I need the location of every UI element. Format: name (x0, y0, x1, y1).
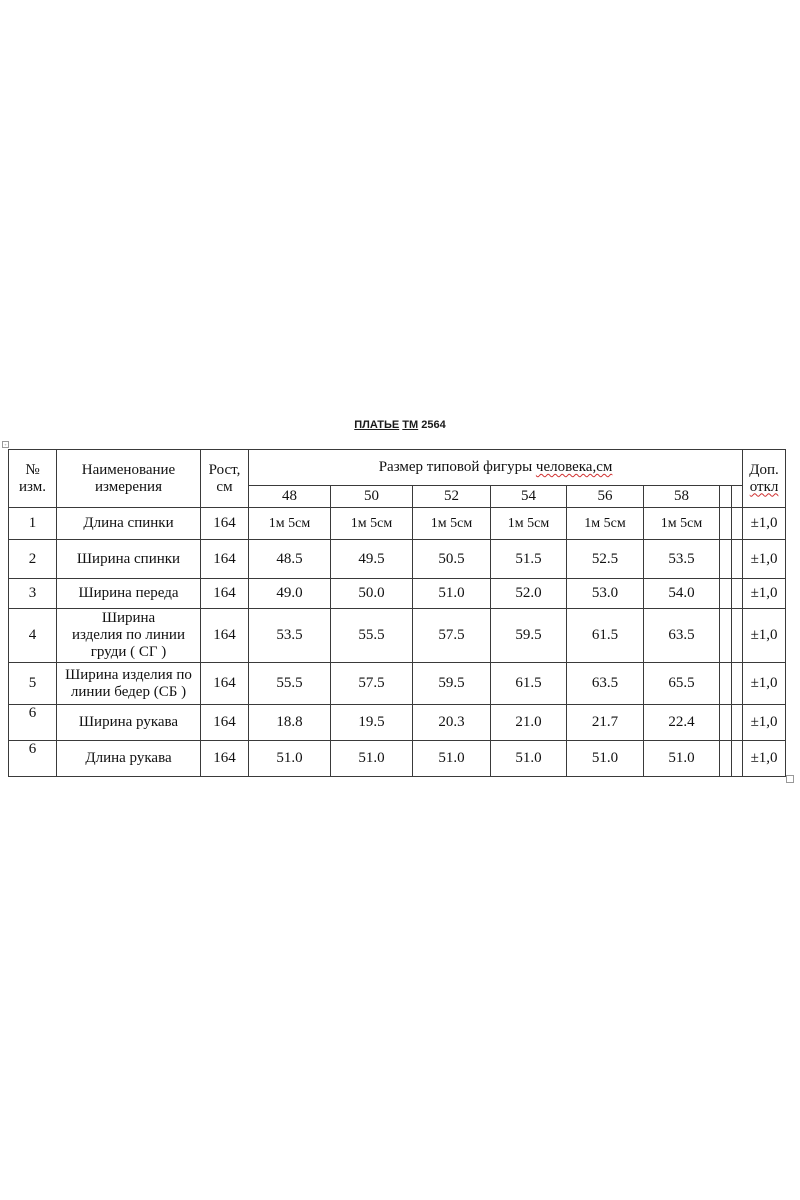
size-header-52: 52 (413, 486, 491, 508)
measurements-table (8, 449, 786, 777)
header-name-line1: Наименование (81, 461, 176, 478)
table-move-handle-icon[interactable]: + (2, 441, 9, 448)
table-row (9, 741, 786, 777)
row-value: 63.5 (644, 609, 720, 663)
empty-cell (720, 609, 732, 663)
row-num: 1 (9, 508, 57, 540)
row-value: 55.5 (331, 609, 413, 663)
row-value: 1м 5см (491, 508, 567, 540)
row-value: 50.5 (413, 540, 491, 579)
row-height: 164 (201, 741, 249, 777)
row-num: 3 (9, 579, 57, 609)
header-tol-line1: Доп. (749, 461, 779, 478)
header-size-group (249, 450, 743, 486)
header-tolerance (743, 450, 786, 508)
row-num: 6 (9, 705, 57, 741)
row-name (57, 609, 201, 663)
row-name-line2: линии бедер (СБ ) (70, 683, 187, 700)
row-value: 53.5 (644, 540, 720, 579)
row-value: 57.5 (413, 609, 491, 663)
title-tm: ТМ (402, 419, 419, 431)
row-height: 164 (201, 508, 249, 540)
header-row-1 (9, 450, 786, 486)
row-value: 51.0 (331, 741, 413, 777)
row-value: 51.0 (413, 579, 491, 609)
table-row (9, 579, 786, 609)
row-value: 53.5 (249, 609, 331, 663)
row-value: 1м 5см (413, 508, 491, 540)
empty-cell (720, 705, 732, 741)
table-row (9, 508, 786, 540)
row-value: 59.5 (413, 663, 491, 705)
empty-cell (732, 609, 743, 663)
row-value: 61.5 (491, 663, 567, 705)
row-value: 49.0 (249, 579, 331, 609)
row-value: 51.0 (413, 741, 491, 777)
header-tol-line2: откл (749, 478, 779, 495)
row-value: 51.5 (491, 540, 567, 579)
row-height: 164 (201, 579, 249, 609)
row-name: Ширина рукава (57, 705, 201, 741)
empty-cell (720, 663, 732, 705)
row-value: 59.5 (491, 609, 567, 663)
row-height: 164 (201, 705, 249, 741)
table-row (9, 609, 786, 663)
empty-cell (732, 741, 743, 777)
row-height: 164 (201, 609, 249, 663)
row-value: 51.0 (644, 741, 720, 777)
header-size-group-word: человека,см (535, 459, 613, 475)
header-num-line1: № (25, 461, 40, 478)
row-value: 1м 5см (249, 508, 331, 540)
row-name: Ширина переда (57, 579, 201, 609)
row-name-line2: изделия по линии (71, 627, 185, 643)
row-tolerance: ±1,0 (743, 663, 786, 705)
row-value: 52.5 (567, 540, 644, 579)
row-value: 19.5 (331, 705, 413, 741)
size-header-54: 54 (491, 486, 567, 508)
row-value: 51.0 (567, 741, 644, 777)
row-value: 49.5 (331, 540, 413, 579)
empty-cell (732, 663, 743, 705)
row-tolerance: ±1,0 (743, 741, 786, 777)
row-num: 2 (9, 540, 57, 579)
row-value: 1м 5см (567, 508, 644, 540)
header-name-line2: измерения (94, 478, 162, 495)
row-value: 21.0 (491, 705, 567, 741)
table-resize-handle-icon[interactable] (786, 775, 794, 783)
empty-cell (720, 579, 732, 609)
empty-cell (732, 579, 743, 609)
row-tolerance: ±1,0 (743, 609, 786, 663)
row-value: 1м 5см (331, 508, 413, 540)
row-value: 22.4 (644, 705, 720, 741)
empty-cell (720, 741, 732, 777)
empty-cell (732, 540, 743, 579)
empty-cell (720, 540, 732, 579)
size-header-48: 48 (249, 486, 331, 508)
row-name: Длина рукава (57, 741, 201, 777)
row-value: 65.5 (644, 663, 720, 705)
document-title (0, 419, 800, 431)
size-header-58: 58 (644, 486, 720, 508)
row-value: 61.5 (567, 609, 644, 663)
row-value: 55.5 (249, 663, 331, 705)
row-tolerance: ±1,0 (743, 579, 786, 609)
row-value: 54.0 (644, 579, 720, 609)
row-value: 53.0 (567, 579, 644, 609)
header-height-line1: Рост, (208, 461, 241, 478)
row-name: Длина спинки (57, 508, 201, 540)
empty-cell (720, 486, 732, 508)
table-row (9, 705, 786, 741)
table-row (9, 540, 786, 579)
row-value: 48.5 (249, 540, 331, 579)
row-value: 57.5 (331, 663, 413, 705)
empty-cell (732, 486, 743, 508)
row-name-line1: Ширина изделия по (65, 666, 192, 683)
header-name (57, 450, 201, 508)
header-height-line2: см (216, 478, 233, 495)
header-num (9, 450, 57, 508)
row-num: 5 (9, 663, 57, 705)
row-num: 4 (9, 609, 57, 663)
row-num: 6 (9, 741, 57, 777)
row-height: 164 (201, 663, 249, 705)
row-tolerance: ±1,0 (743, 508, 786, 540)
row-value: 18.8 (249, 705, 331, 741)
empty-cell (732, 508, 743, 540)
row-value: 1м 5см (644, 508, 720, 540)
empty-cell (720, 508, 732, 540)
row-name (57, 663, 201, 705)
header-height (201, 450, 249, 508)
row-name: Ширина спинки (57, 540, 201, 579)
row-value: 20.3 (413, 705, 491, 741)
row-height: 164 (201, 540, 249, 579)
row-tolerance: ±1,0 (743, 705, 786, 741)
row-value: 52.0 (491, 579, 567, 609)
empty-cell (732, 705, 743, 741)
row-value: 50.0 (331, 579, 413, 609)
row-tolerance: ±1,0 (743, 540, 786, 579)
header-num-line2: изм. (19, 478, 46, 495)
row-name-line1: Ширина (101, 610, 156, 626)
title-word: ПЛАТЬЕ (354, 419, 400, 431)
row-value: 63.5 (567, 663, 644, 705)
row-value: 51.0 (249, 741, 331, 777)
row-name-line3: груди ( СГ ) (90, 644, 167, 660)
table-row (9, 663, 786, 705)
row-value: 21.7 (567, 705, 644, 741)
size-header-50: 50 (331, 486, 413, 508)
header-size-group-prefix: Размер типовой фигуры (378, 459, 536, 475)
size-header-56: 56 (567, 486, 644, 508)
row-value: 51.0 (491, 741, 567, 777)
title-number: 2564 (421, 419, 446, 431)
